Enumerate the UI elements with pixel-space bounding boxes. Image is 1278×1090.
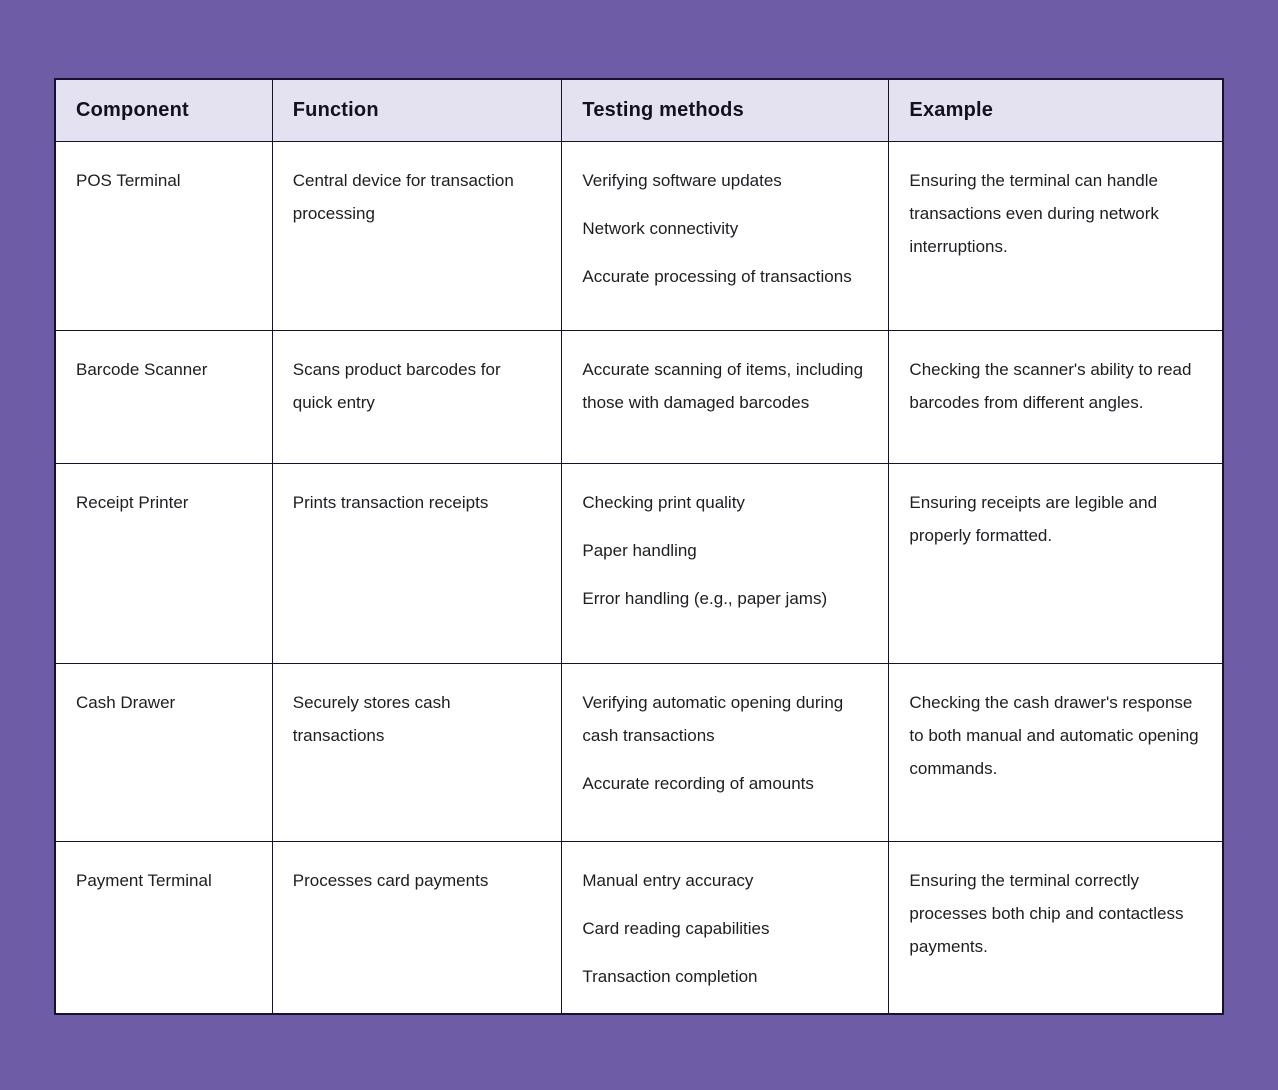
cell-paragraph: Card reading capabilities xyxy=(582,918,770,938)
header-example: Example xyxy=(889,79,1223,141)
cell-payment-terminal-testing_methods xyxy=(562,841,889,1014)
cell-paragraph: Checking the scanner's ability to read barcodes from different angles. xyxy=(909,359,1192,412)
cell-paragraph: Ensuring the terminal correctly processes both chip and contactless payments. xyxy=(909,870,1184,956)
cell-paragraph: Barcode Scanner xyxy=(76,359,208,379)
table-row-receipt-printer xyxy=(55,463,1223,663)
cell-paragraph: Network connectivity xyxy=(582,218,739,238)
cell-paragraph: Central device for transaction processing xyxy=(292,170,514,223)
cell-receipt-printer-function xyxy=(272,463,562,663)
cell-receipt-printer-testing_methods xyxy=(562,463,889,663)
cell-pos-terminal-testing_methods xyxy=(562,141,889,330)
cell-paragraph: Verifying automatic opening during cash transactions xyxy=(582,692,844,745)
header-component: Component xyxy=(55,79,272,141)
cell-paragraph: Cash Drawer xyxy=(76,692,176,712)
cell-payment-terminal-component xyxy=(55,841,272,1014)
cell-paragraph: Prints transaction receipts xyxy=(292,492,489,512)
cell-paragraph: Checking the cash drawer's response to both manual and automatic opening commands. xyxy=(909,692,1199,778)
cell-receipt-printer-example xyxy=(889,463,1223,663)
table-row-payment-terminal xyxy=(55,841,1223,1014)
header-function: Function xyxy=(272,79,562,141)
cell-barcode-scanner-testing_methods xyxy=(562,330,889,463)
cell-cash-drawer-testing_methods xyxy=(562,663,889,841)
cell-payment-terminal-function xyxy=(272,841,562,1014)
cell-pos-terminal-function xyxy=(272,141,562,330)
cell-paragraph: Manual entry accuracy xyxy=(582,870,754,890)
table-body xyxy=(55,141,1223,1014)
table-row-pos-terminal xyxy=(55,141,1223,330)
cell-barcode-scanner-example xyxy=(889,330,1223,463)
cell-paragraph: Ensuring receipts are legible and properly formatted. xyxy=(909,492,1158,545)
cell-paragraph: Error handling (e.g., paper jams) xyxy=(582,588,828,608)
cell-pos-terminal-component xyxy=(55,141,272,330)
cell-pos-terminal-example xyxy=(889,141,1223,330)
cell-paragraph: Checking print quality xyxy=(582,492,745,512)
header-testing-methods: Testing methods xyxy=(562,79,889,141)
cell-paragraph: Accurate processing of transactions xyxy=(582,266,852,286)
cell-paragraph: Transaction completion xyxy=(582,966,758,986)
cell-paragraph: Securely stores cash transactions xyxy=(292,692,451,745)
cell-paragraph: Accurate recording of amounts xyxy=(582,773,814,793)
cell-receipt-printer-component xyxy=(55,463,272,663)
pos-components-table-container xyxy=(54,78,1224,1015)
cell-barcode-scanner-component xyxy=(55,330,272,463)
header-row xyxy=(55,79,1223,141)
pos-components-table xyxy=(54,78,1224,1015)
cell-cash-drawer-component xyxy=(55,663,272,841)
cell-paragraph: Processes card payments xyxy=(292,870,489,890)
cell-paragraph: Accurate scanning of items, including those with damaged barcodes xyxy=(582,359,864,412)
cell-paragraph: POS Terminal xyxy=(76,170,181,190)
table-row-barcode-scanner xyxy=(55,330,1223,463)
cell-paragraph: Verifying software updates xyxy=(582,170,782,190)
cell-paragraph: Scans product barcodes for quick entry xyxy=(292,359,501,412)
cell-barcode-scanner-function xyxy=(272,330,562,463)
table-header xyxy=(55,79,1223,141)
cell-paragraph: Receipt Printer xyxy=(76,492,189,512)
cell-paragraph: Payment Terminal xyxy=(76,870,212,890)
cell-paragraph: Paper handling xyxy=(582,540,697,560)
cell-cash-drawer-example xyxy=(889,663,1223,841)
table-row-cash-drawer xyxy=(55,663,1223,841)
cell-payment-terminal-example xyxy=(889,841,1223,1014)
cell-cash-drawer-function xyxy=(272,663,562,841)
cell-paragraph: Ensuring the terminal can handle transactions even during network interruptions. xyxy=(909,170,1159,256)
